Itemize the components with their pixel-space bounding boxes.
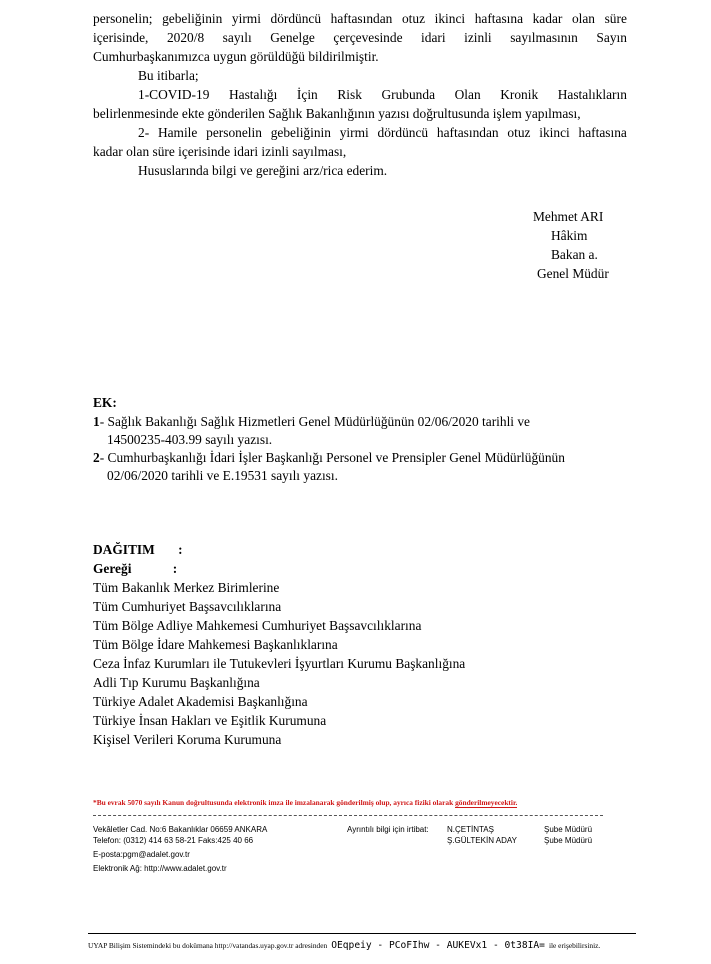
verification-prefix: UYAP Bilişim Sistemindeki bu dokümana http://vatandas.uyap.gov.tr adresinden [88, 941, 328, 950]
attachments-section [93, 395, 633, 485]
attachment-item [93, 449, 633, 485]
word: içerisinde, [93, 30, 149, 45]
word: izinli [464, 30, 492, 45]
distribution-item: Tüm Bölge Adliye Mahkemesi Cumhuriyet Başsavcılıklarına [93, 618, 422, 633]
paragraph-5: Hususlarında bilgi ve gereğini arz/rica ederim. [138, 163, 388, 178]
word: Hamile [157, 125, 198, 140]
signer-name: Mehmet ARI [533, 209, 604, 224]
paragraph-1-line-3: Cumhurbaşkanımızca uygun görüldüğü bildirilmiştir. [93, 49, 379, 64]
esign-note-emph: gönderilmeyecektir. [455, 798, 518, 807]
signer-role: Bakan a. [551, 247, 598, 262]
word: personelin; [93, 11, 153, 26]
word: ikinci [539, 125, 570, 140]
footer-web: Elektronik Ağ: http://www.adalet.gov.tr [93, 864, 227, 873]
attachment-item [93, 413, 633, 449]
contact-name: Ş.GÜLTEKİN ADAY [447, 836, 517, 845]
footer-address-block [93, 824, 353, 874]
paragraph-2: Bu itibarla; [138, 68, 199, 83]
contact-label-spacer [347, 835, 447, 846]
verification-code: OEqpeiy - PCoFIhw - AUKEVx1 - 0t38IA= [331, 940, 545, 951]
footer-phone: Telefon: (0312) 414 63 58-21 Faks:425 40 66 [93, 836, 254, 845]
word: süre [604, 11, 627, 26]
distribution-item: Kişisel Verileri Koruma Kurumuna [93, 732, 282, 747]
distribution-item: Ceza İnfaz Kurumları ile Tutukevleri İşyurtları Kurumu Başkanlığına [93, 656, 466, 671]
footer-email: E-posta:pgm@adalet.gov.tr [93, 850, 190, 859]
contact-row [347, 824, 607, 835]
attachment-text: - Sağlık Bakanlığı Sağlık Hizmetleri Genel Müdürlüğünün 02/06/2020 tarihli ve [99, 414, 530, 429]
attachment-number: 2 [93, 450, 100, 465]
attachment-text-cont: 02/06/2020 tarihli ve E.19531 sayılı yazısı. [107, 468, 338, 483]
word: Risk [337, 87, 362, 102]
word: çerçevesinde [333, 30, 403, 45]
word: ikinci [434, 11, 466, 26]
distribution-heading [93, 540, 613, 559]
word: Hastalıkların [557, 87, 627, 102]
bottom-divider [88, 933, 636, 934]
word: 2- [138, 125, 150, 140]
footer-divider [93, 815, 603, 816]
distribution-item: Tüm Cumhuriyet Başsavcılıklarına [93, 599, 282, 614]
word: haftasından [436, 125, 499, 140]
word: olan [571, 11, 595, 26]
word: 2020/8 [166, 30, 205, 45]
paragraph-4-line-2: kadar olan süre içerisinde idari izinli sayılması, [93, 144, 347, 159]
paragraph-3-line-1 [93, 85, 627, 104]
word: gebeliğinin [162, 11, 223, 26]
distribution-item: Adli Tıp Kurumu Başkanlığına [93, 675, 260, 690]
distribution-heading-label: DAĞITIM [93, 542, 155, 557]
distribution-subheading-colon: : [172, 561, 178, 576]
attachments-heading: EK: [93, 395, 117, 410]
word: Sayın [596, 30, 627, 45]
word: dördüncü [377, 125, 429, 140]
signer-position: Genel Müdür [537, 266, 609, 281]
word: personelin [206, 125, 262, 140]
word: yirmi [231, 11, 261, 26]
word: Hastalığı [228, 87, 278, 102]
distribution-item: Tüm Bakanlık Merkez Birimlerine [93, 580, 280, 595]
word: idari [421, 30, 446, 45]
paragraph-1-line-2 [93, 28, 627, 47]
footer-contact-block [347, 824, 607, 846]
word: kadar [532, 11, 563, 26]
word: 1-COVID-19 [138, 87, 210, 102]
distribution-item: Tüm Bölge İdare Mahkemesi Başkanlıklarına [93, 637, 338, 652]
verification-line [88, 935, 648, 953]
distribution-item: Türkiye Adalet Akademisi Başkanlığına [93, 694, 308, 709]
esign-note-main: *Bu evrak 5070 sayılı Kanun doğrultusunda elektronik imza ile imzalanarak gönderilmiş olup, ayrıca fiziki olarak [93, 798, 454, 807]
verification-suffix: ile erişebilirsiniz. [548, 941, 601, 950]
contact-row [347, 835, 607, 846]
word: dördüncü [270, 11, 322, 26]
distribution-list [93, 578, 613, 749]
word: haftasına [474, 11, 524, 26]
distribution-item: Türkiye İnsan Hakları ve Eşitlik Kurumuna [93, 713, 327, 728]
contact-label: Ayrıntılı bilgi için irtibat: [347, 825, 429, 834]
word: sayılmasının [510, 30, 578, 45]
word: haftasından [330, 11, 393, 26]
distribution-heading-colon: : [178, 542, 183, 557]
attachment-number: 1 [93, 414, 100, 429]
footer-address: Vekâletler Cad. No:6 Bakanlıklar 06659 ANKARA [93, 825, 268, 834]
word: yirmi [339, 125, 369, 140]
paragraph-3-line-2: belirlenmesinde ekte gönderilen Sağlık Bakanlığının yazısı doğrultusunda işlem yapılması, [93, 106, 581, 121]
contact-title: Şube Müdürü [544, 836, 593, 845]
signer-title: Hâkim [551, 228, 588, 243]
word: Olan [454, 87, 481, 102]
word: gebeliğinin [270, 125, 331, 140]
word: Genelge [270, 30, 315, 45]
attachment-text-cont: 14500235-403.99 sayılı yazısı. [107, 432, 273, 447]
word: otuz [401, 11, 426, 26]
paragraph-1-line-1 [93, 9, 627, 28]
word: haftasına [578, 125, 627, 140]
word: sayılı [222, 30, 252, 45]
attachment-text: - Cumhurbaşkanlığı İdari İşler Başkanlığı Personel ve Prensipler Genel Müdürlüğünün [99, 450, 565, 465]
contact-name: N.ÇETİNTAŞ [447, 825, 494, 834]
word: İçin [296, 87, 318, 102]
word: Grubunda [381, 87, 436, 102]
paragraph-4-line-1 [93, 123, 627, 142]
distribution-subheading [93, 559, 613, 578]
word: Kronik [500, 87, 539, 102]
distribution-subheading-label: Gereği [93, 561, 132, 576]
word: otuz [507, 125, 531, 140]
contact-title: Şube Müdürü [544, 825, 593, 834]
distribution-section [93, 540, 613, 749]
signature-block [520, 207, 630, 283]
esign-note [93, 798, 633, 808]
letter-body [93, 9, 627, 180]
